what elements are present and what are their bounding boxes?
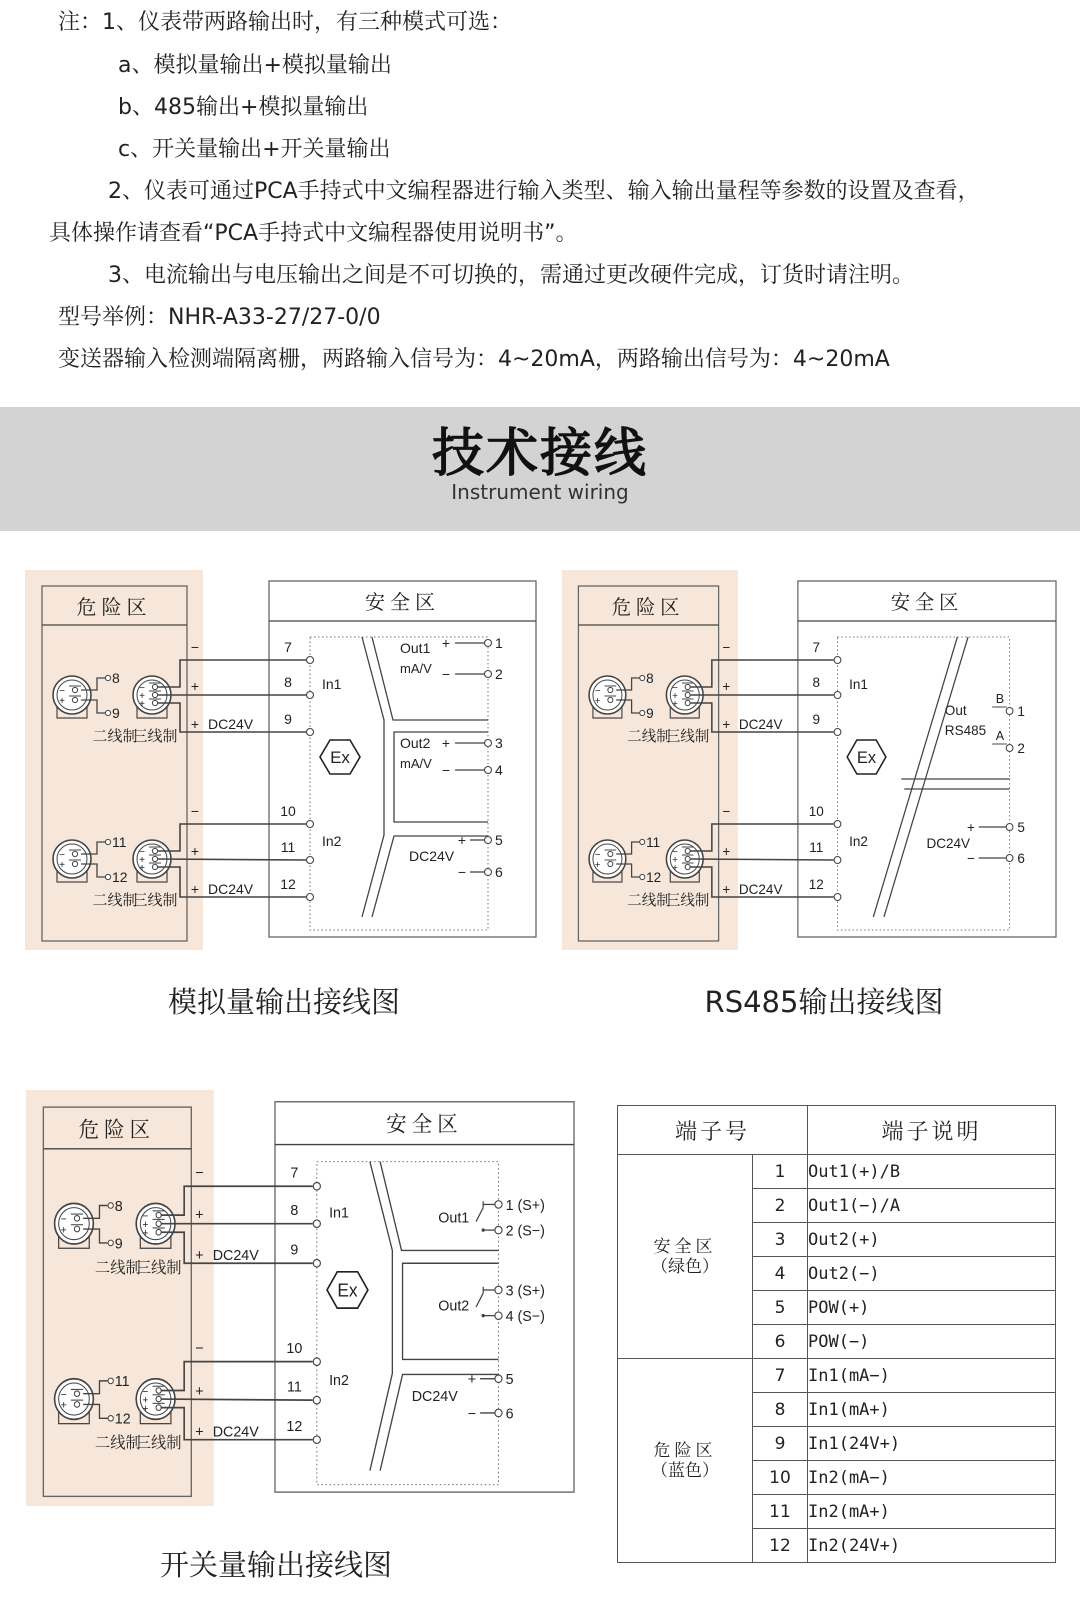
three-wire-label: 三线制 <box>132 728 178 745</box>
terminal-icon <box>834 657 841 664</box>
terminal-icon <box>313 1183 320 1190</box>
sensor-pin-icon <box>152 848 157 853</box>
sensor-pin-icon <box>152 856 157 861</box>
minus-label: − <box>467 1406 477 1423</box>
sensor-pin-icon <box>152 864 157 869</box>
sensor-plus-sign: + <box>139 699 145 710</box>
terminal-description: In1(24V+) <box>808 1427 1056 1461</box>
plus-label: + <box>467 1371 477 1389</box>
terminal-icon <box>495 1312 502 1319</box>
three-wire-label: 三线制 <box>135 1259 182 1277</box>
safe-zone-title: 安全区 <box>365 592 440 614</box>
minus-label: − <box>722 803 731 820</box>
two-wire-label: 二线制 <box>627 892 671 910</box>
in2-label: In2 <box>849 833 868 850</box>
plus-label: + <box>722 678 731 695</box>
terminal-icon <box>485 837 492 844</box>
table-row <box>618 1155 1056 1189</box>
sensor-pin-icon <box>156 1229 161 1235</box>
dc24v-label: DC24V <box>212 1247 259 1265</box>
in1-label: In1 <box>322 676 342 692</box>
input-terminal-number: 7 <box>812 639 821 656</box>
sensor-plus-sign: + <box>672 690 678 703</box>
note-mode-c: c、开关量输出+开关量输出 <box>118 137 391 162</box>
section-subtitle: Instrument wiring <box>451 480 629 504</box>
minus-label: − <box>190 639 200 655</box>
sensor-pin-icon <box>685 684 690 689</box>
terminal-number: 5 <box>753 1291 808 1325</box>
terminal-icon <box>495 1201 502 1208</box>
terminal-icon <box>485 671 492 678</box>
sensor-plus-sign: + <box>142 1228 149 1240</box>
note-line-2: 2、仪表可通过PCA手持式中文编程器进行输入类型、输入输出量程等参数的设置及查看， <box>108 179 980 204</box>
sensor-terminal-label: 9 <box>646 705 654 722</box>
input-terminal-number: 7 <box>284 639 292 655</box>
terminal-number: 9 <box>753 1427 808 1461</box>
terminal-description: In2(mA+) <box>808 1495 1056 1529</box>
terminal-icon <box>313 1260 320 1267</box>
terminal-number: 4 <box>753 1257 808 1291</box>
terminal-number: 10 <box>753 1461 808 1495</box>
sensor-minus-sign: − <box>60 1214 67 1226</box>
zone-name: 安全区 <box>653 1236 717 1257</box>
terminal-icon <box>485 767 492 774</box>
terminal-icon <box>495 1226 502 1233</box>
dc24v-label: DC24V <box>212 1424 259 1441</box>
output-terminal-label: 2 (S−) <box>505 1223 545 1240</box>
output-terminal-number: 5 <box>495 832 503 848</box>
terminal-icon <box>307 657 314 664</box>
sensor-pin-icon <box>608 697 613 702</box>
sensor-terminal-label: 8 <box>112 670 120 686</box>
terminal-description: POW(+) <box>808 1291 1056 1325</box>
dc24v-label: DC24V <box>208 716 254 732</box>
sensor-minus-sign: − <box>594 685 601 698</box>
sensor-pin-icon <box>685 864 690 869</box>
terminal-icon <box>313 1220 320 1227</box>
sensor-terminal-icon <box>105 839 110 844</box>
table-header-row <box>618 1106 1056 1155</box>
rs485-wiring-diagram <box>562 570 1056 950</box>
signal-wire-plus <box>161 1399 313 1400</box>
input-terminal-number: 8 <box>290 1202 299 1220</box>
sensor-terminal-label: 8 <box>114 1198 123 1215</box>
sensor-pin-icon <box>74 1216 79 1222</box>
sensor-terminal-icon <box>640 839 645 844</box>
minus-label: − <box>722 639 731 656</box>
safe-zone-title: 安全区 <box>890 591 964 615</box>
section-title: 技术接线 <box>431 424 648 484</box>
header-terminal-description: 端子说明 <box>808 1106 1056 1155</box>
hazard-zone-title: 危险区 <box>76 597 152 619</box>
sensor-plus-sign: + <box>142 1403 149 1415</box>
line-b-label: B <box>995 690 1005 707</box>
input-terminal-number: 8 <box>812 674 821 691</box>
terminal-icon <box>307 857 314 864</box>
in1-label: In1 <box>329 1204 349 1222</box>
switch-diagram-caption: 开关量输出接线图 <box>159 1548 393 1582</box>
hazard-zone-title: 危险区 <box>611 596 685 620</box>
sensor-pin-icon <box>72 687 77 692</box>
analog-wiring-diagram <box>25 570 536 950</box>
sensor-terminal-label: 9 <box>114 1235 123 1253</box>
sensor-terminal-label: 8 <box>646 670 654 687</box>
minus-label: − <box>441 666 451 682</box>
in2-label: In2 <box>322 833 342 849</box>
sensor-terminal-label: 12 <box>114 1411 131 1428</box>
sensor-terminal-icon <box>640 710 645 715</box>
terminal-description: In2(24V+) <box>808 1529 1056 1563</box>
signal-wire-plus <box>157 859 306 860</box>
output-terminal-label: 3 (S+) <box>505 1283 545 1300</box>
terminal-icon <box>307 729 314 736</box>
plus-label: + <box>722 881 731 898</box>
terminal-number: 12 <box>753 1529 808 1563</box>
note-mode-b: b、485输出+模拟量输出 <box>118 95 369 120</box>
in2-label: In2 <box>329 1372 349 1390</box>
terminal-description: Out2(−) <box>808 1257 1056 1291</box>
sensor-pin-icon <box>156 1221 161 1227</box>
minus-label: − <box>195 1340 204 1358</box>
output-label: Out2 <box>400 735 431 751</box>
sensor-plus-sign: + <box>142 1219 149 1232</box>
terminal-number: 11 <box>753 1495 808 1529</box>
minus-label: − <box>441 762 451 778</box>
sensor-minus-sign: − <box>142 1211 149 1223</box>
power-label: DC24V <box>409 848 455 864</box>
sensor-minus-sign: − <box>59 686 65 697</box>
ex-mark: Ex <box>856 747 877 768</box>
terminal-icon <box>313 1396 320 1403</box>
output-unit-label: mA/V <box>400 756 432 771</box>
terminal-description: POW(−) <box>808 1325 1056 1359</box>
power-label: DC24V <box>411 1388 458 1406</box>
input-terminal-number: 12 <box>280 876 296 892</box>
model-example: 型号举例：NHR-A33-27/27-0/0 <box>58 305 381 330</box>
terminal-icon <box>307 894 314 901</box>
two-wire-label: 二线制 <box>92 728 138 745</box>
plus-label: + <box>441 635 451 651</box>
zone-cell <box>618 1359 753 1563</box>
terminal-icon <box>834 857 841 864</box>
plus-label: + <box>195 1383 204 1400</box>
terminal-icon <box>307 692 314 699</box>
input-terminal-number: 10 <box>280 803 296 819</box>
sensor-terminal-label: 11 <box>114 1373 130 1391</box>
sensor-pin-icon <box>608 861 613 866</box>
sensor-terminal-label: 11 <box>646 834 661 851</box>
signal-description: 变送器输入检测端隔离栅，两路输入信号为：4~20mA，两路输出信号为：4~20mA <box>58 347 890 372</box>
two-wire-label: 二线制 <box>627 728 671 746</box>
output-terminal-number: 2 <box>495 666 503 682</box>
sensor-pin-icon <box>608 687 613 692</box>
terminal-description: In1(mA+) <box>808 1393 1056 1427</box>
sensor-pin-icon <box>72 861 77 866</box>
sensor-pin-icon <box>74 1226 79 1232</box>
terminal-icon <box>834 821 841 828</box>
terminal-icon <box>307 821 314 828</box>
zone-cell <box>618 1155 753 1359</box>
sensor-minus-sign: − <box>59 850 65 861</box>
terminal-number: 7 <box>753 1359 808 1393</box>
header-terminal-number: 端子号 <box>618 1106 808 1155</box>
rs485-label: RS485 <box>944 722 987 739</box>
sensor-plus-sign: + <box>672 698 678 711</box>
minus-label: − <box>195 1165 204 1182</box>
plus-label: + <box>195 1424 204 1441</box>
plus-label: + <box>457 832 467 848</box>
terminal-icon <box>313 1436 320 1443</box>
sensor-plus-sign: + <box>139 863 145 874</box>
terminal-icon <box>1006 824 1013 831</box>
sensor-terminal-label: 9 <box>112 705 120 721</box>
terminal-icon <box>1006 855 1013 862</box>
plus-label: + <box>195 1207 204 1224</box>
minus-label: − <box>966 850 975 867</box>
plus-label: + <box>195 1247 204 1265</box>
note-line-3: 3、电流输出与电压输出之间是不可切换的，需通过更改硬件完成，订货时请注明。 <box>108 263 914 288</box>
rs485-diagram-caption: RS485输出接线图 <box>704 985 944 1019</box>
switch-wiring-diagram <box>26 1090 574 1506</box>
output-terminal-number: 2 <box>1017 740 1025 757</box>
note-line-1: 注：1、仪表带两路输出时，有三种模式可选： <box>58 10 512 35</box>
output-terminal-label: 4 (S−) <box>505 1308 545 1326</box>
terminal-icon <box>485 740 492 747</box>
sensor-terminal-icon <box>105 710 110 715</box>
sensor-pin-icon <box>72 697 77 702</box>
dc24v-label: DC24V <box>738 716 783 733</box>
plus-label: + <box>966 819 975 836</box>
plus-label: + <box>190 716 200 732</box>
sensor-terminal-label: 12 <box>112 869 128 885</box>
output-label: Out2 <box>438 1298 470 1315</box>
sensor-plus-sign: + <box>672 854 678 867</box>
sensor-pin-icon <box>156 1212 161 1218</box>
terminal-icon <box>313 1358 320 1365</box>
terminal-number: 8 <box>753 1393 808 1427</box>
output-terminal-number: 6 <box>505 1406 514 1423</box>
plus-label: + <box>190 678 200 694</box>
two-wire-label: 二线制 <box>92 892 138 909</box>
input-terminal-number: 12 <box>808 876 824 893</box>
minus-label: − <box>190 803 200 819</box>
terminal-description: Out1(−)/A <box>808 1189 1056 1223</box>
terminal-description: Out1(+)/B <box>808 1155 1056 1189</box>
three-wire-label: 三线制 <box>665 728 710 746</box>
sensor-pin-icon <box>72 851 77 856</box>
zone-color-note: （绿色） <box>651 1256 719 1277</box>
output-terminal-number: 6 <box>1017 850 1025 867</box>
out-label: Out <box>944 702 967 719</box>
sensor-pin-icon <box>685 700 690 705</box>
three-wire-label: 三线制 <box>132 892 178 909</box>
terminal-icon <box>495 1409 502 1416</box>
terminal-number: 2 <box>753 1189 808 1223</box>
terminal-icon <box>1006 745 1013 752</box>
output-terminal-number: 5 <box>1017 819 1025 836</box>
plus-label: + <box>190 881 200 897</box>
terminal-icon <box>834 692 841 699</box>
sensor-pin-icon <box>156 1388 161 1394</box>
sensor-terminal-icon <box>640 874 645 879</box>
input-terminal-number: 9 <box>812 711 821 728</box>
sensor-plus-sign: + <box>672 862 678 875</box>
sensor-terminal-icon <box>108 1416 113 1422</box>
output-terminal-number: 6 <box>495 864 503 880</box>
input-terminal-number: 9 <box>284 711 292 727</box>
sensor-plus-sign: + <box>60 1225 67 1237</box>
terminal-number: 1 <box>753 1155 808 1189</box>
sensor-pin-icon <box>156 1396 161 1402</box>
sensor-terminal-label: 11 <box>112 834 127 850</box>
sensor-terminal-icon <box>108 1378 113 1384</box>
plus-label: + <box>722 716 731 733</box>
analog-diagram-caption: 模拟量输出接线图 <box>167 985 401 1019</box>
safe-zone-box <box>798 581 1056 937</box>
sensor-terminal-icon <box>640 675 645 680</box>
sensor-pin-icon <box>608 851 613 856</box>
two-wire-label: 二线制 <box>94 1434 141 1453</box>
sensor-plus-sign: + <box>139 855 145 866</box>
sensor-plus-sign: + <box>594 695 601 708</box>
terminal-number: 3 <box>753 1223 808 1257</box>
sensor-minus-sign: − <box>139 847 145 858</box>
in1-label: In1 <box>849 676 868 693</box>
note-mode-a: a、模拟量输出+模拟量输出 <box>118 53 392 78</box>
terminal-icon <box>834 894 841 901</box>
sensor-pin-icon <box>685 692 690 697</box>
input-terminal-number: 11 <box>809 839 824 856</box>
output-unit-label: mA/V <box>400 661 432 676</box>
input-terminal-number: 11 <box>280 839 296 855</box>
signal-wire-plus <box>690 859 834 860</box>
terminal-icon <box>485 640 492 647</box>
sensor-pin-icon <box>74 1391 79 1397</box>
output-terminal-number: 4 <box>495 762 503 778</box>
plus-label: + <box>441 735 451 751</box>
sensor-pin-icon <box>152 684 157 689</box>
sensor-minus-sign: − <box>672 682 678 695</box>
plus-label: + <box>722 843 731 860</box>
terminal-description: In2(mA−) <box>808 1461 1056 1495</box>
terminal-icon <box>495 1375 502 1382</box>
input-terminal-number: 10 <box>808 803 824 820</box>
terminal-icon <box>834 729 841 736</box>
hazard-zone-title: 危险区 <box>78 1118 156 1143</box>
two-wire-label: 二线制 <box>94 1259 141 1277</box>
terminal-description: In1(mA−) <box>808 1359 1056 1393</box>
zone-color-note: （蓝色） <box>651 1460 719 1481</box>
output-terminal-number: 1 <box>495 635 503 651</box>
terminal-description: Out2(+) <box>808 1223 1056 1257</box>
terminal-icon <box>495 1286 502 1293</box>
minus-label: − <box>457 864 467 880</box>
input-terminal-number: 10 <box>286 1340 303 1358</box>
line-a-label: A <box>995 727 1005 744</box>
sensor-minus-sign: − <box>594 849 601 862</box>
terminal-icon <box>1006 708 1013 715</box>
sensor-terminal-label: 12 <box>646 869 662 886</box>
sensor-pin-icon <box>685 856 690 861</box>
output-terminal-number: 3 <box>495 735 503 751</box>
three-wire-label: 三线制 <box>135 1434 182 1453</box>
sensor-minus-sign: − <box>139 683 145 694</box>
ex-mark: Ex <box>330 748 350 767</box>
sensor-terminal-icon <box>108 1240 113 1246</box>
sensor-plus-sign: + <box>594 859 601 872</box>
sensor-terminal-icon <box>105 874 110 879</box>
sensor-plus-sign: + <box>142 1395 149 1407</box>
output-terminal-label: 1 (S+) <box>505 1197 545 1214</box>
sensor-plus-sign: + <box>59 696 65 707</box>
dc24v-label: DC24V <box>208 881 254 897</box>
sensor-plus-sign: + <box>139 691 145 702</box>
terminal-icon <box>485 869 492 876</box>
output-terminal-number: 5 <box>505 1371 514 1389</box>
sensor-pin-icon <box>152 700 157 705</box>
safe-zone-title: 安全区 <box>386 1113 463 1137</box>
input-terminal-number: 12 <box>286 1418 303 1436</box>
terminal-table <box>617 1105 1056 1563</box>
input-terminal-number: 7 <box>290 1165 299 1182</box>
three-wire-label: 三线制 <box>665 892 710 910</box>
dc24v-label: DC24V <box>738 881 783 898</box>
sensor-terminal-icon <box>108 1203 113 1209</box>
sensor-minus-sign: − <box>672 846 678 859</box>
output-label: Out1 <box>438 1210 470 1227</box>
sensor-pin-icon <box>152 692 157 697</box>
input-terminal-number: 9 <box>290 1242 299 1259</box>
output-label: Out1 <box>400 640 431 656</box>
terminal-number: 6 <box>753 1325 808 1359</box>
ex-mark: Ex <box>337 1280 358 1301</box>
output-terminal-number: 1 <box>1017 703 1025 720</box>
input-terminal-number: 8 <box>284 674 292 690</box>
plus-label: + <box>190 843 200 859</box>
sensor-plus-sign: + <box>60 1400 67 1412</box>
input-terminal-number: 11 <box>286 1379 302 1396</box>
sensor-minus-sign: − <box>142 1386 149 1398</box>
sensor-terminal-icon <box>105 675 110 680</box>
sensor-pin-icon <box>74 1402 79 1408</box>
power-label: DC24V <box>926 835 971 852</box>
sensor-minus-sign: − <box>60 1389 67 1402</box>
zone-name: 危险区 <box>653 1440 717 1461</box>
table-row <box>618 1359 1056 1393</box>
note-line-2-cont: 具体操作请查看“PCA手持式中文编程器使用说明书”。 <box>49 221 578 246</box>
sensor-pin-icon <box>685 848 690 853</box>
sensor-pin-icon <box>156 1405 161 1411</box>
sensor-plus-sign: + <box>59 860 65 871</box>
